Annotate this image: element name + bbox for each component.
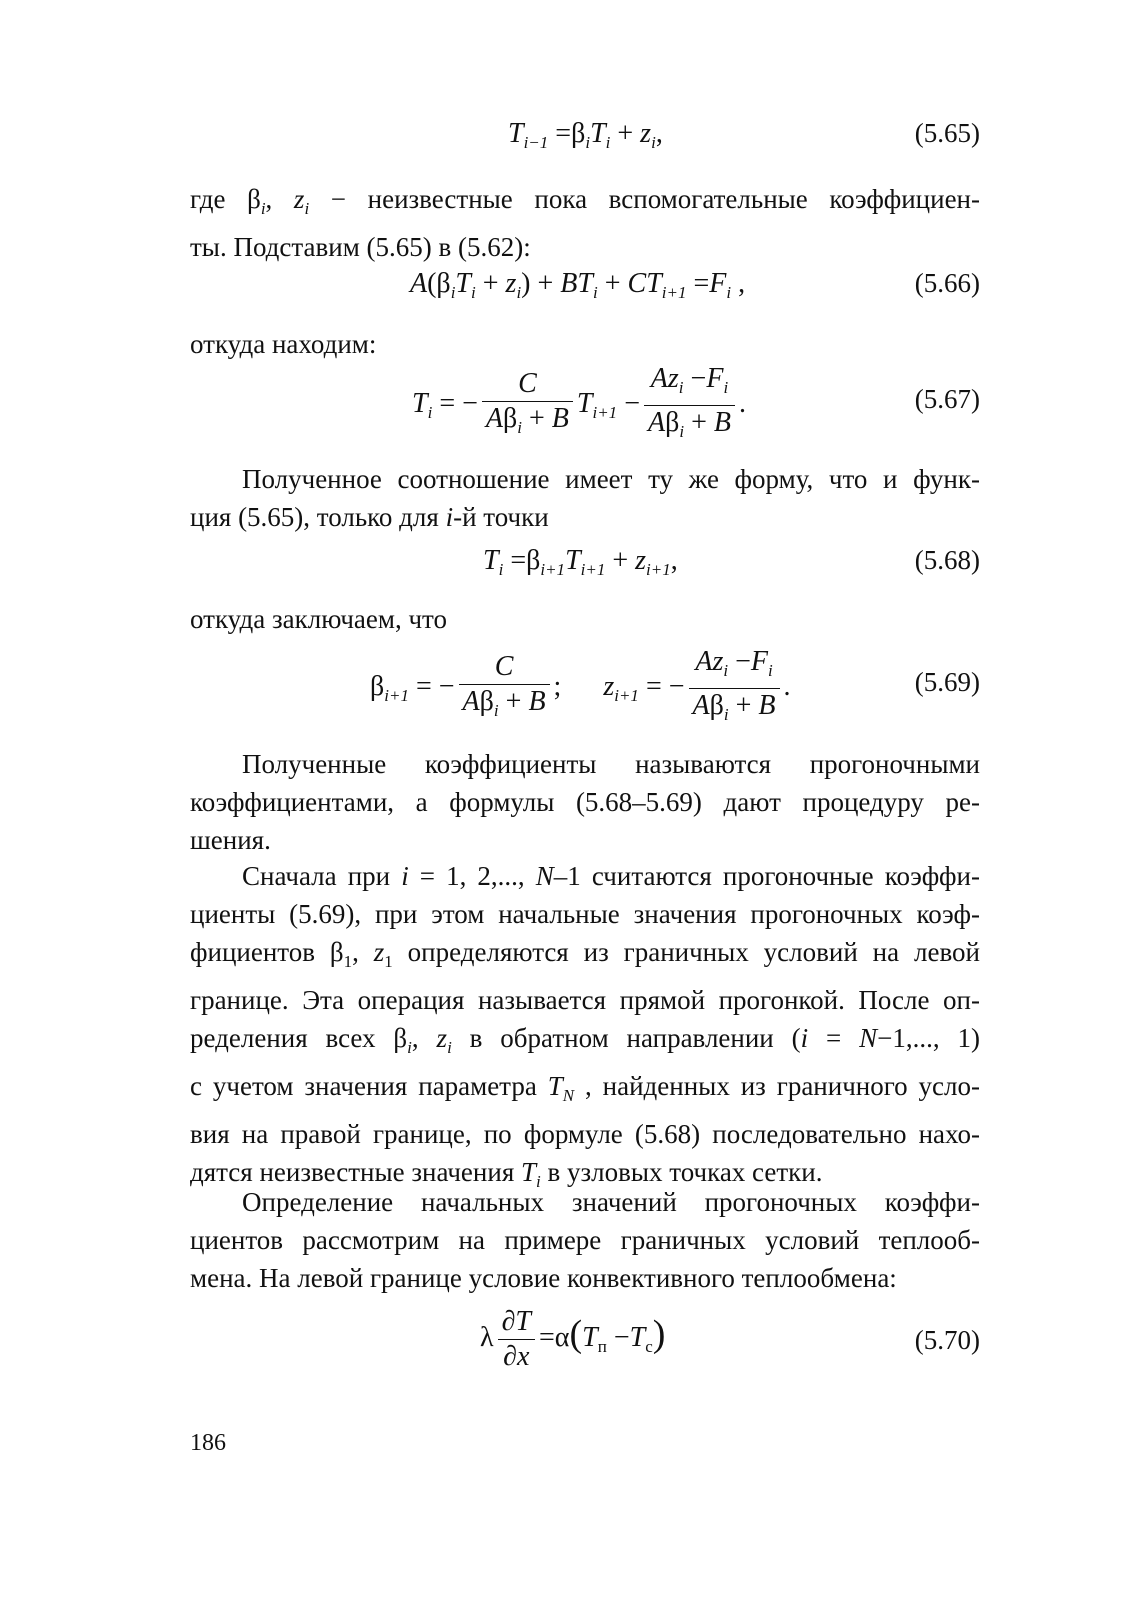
equation-body: $\beta_{i+1}$ = − $\frac{C}{A\beta_i + B}$ ; $z_{i+1}$ = − $\frac{Az_i -F_i}{A\beta_i + B}$ . [370,645,791,732]
text-line: мена. На левой границе условие конвективного теплообмена: [190,1263,897,1293]
equation-number: (5.69) [914,667,980,697]
equation-5-68 [190,545,980,605]
text-line: Полученное соотношение имеет ту же форму, что и функ- [242,464,980,494]
paragraph-3: Полученное соотношение имеет ту же форму, что и функ- ция (5.65), только для i-й точки [190,460,980,536]
text-line: откуда заключаем, что [190,604,447,634]
equation-body: λ $\frac{\partial T}{\partial x}$ $=\alpha(T_п -T_с)$ [480,1306,666,1372]
paragraph-5 [190,745,980,859]
text-line: откуда находим: [190,329,377,359]
equation-5-70 [190,1305,980,1385]
paragraph-6: Сначала при i = 1, 2,..., N–1 считаются прогоночные коэффи- циенты (5.69), при этом начальные значения прогоночных коэф- фициентов $\beta_1$, $z_1$ определяются из граничных условий на левой границе. Эта операция называется прямой прогонкой. После оп- ределения всех $\beta_i$, $z_i$ в обратном направлении (i = N−1,..., 1) с учетом значения параметра $T_N$ , найденных из граничного усло- вия на правой границе, по формуле (5.68) последовательно нахо- дятся неизвестные значения $T_i$ в узловых точках сетки. [190,861,981,1191]
text-line: границе. Эта операция называется прямой прогонкой. После оп- [190,985,980,1015]
equation-number: (5.68) [914,545,980,575]
equation-body: $T_i$ = − $\frac{C}{A\beta_i + B}$ $T_{i+1}$ − $\frac{Az_i -F_i}{A\beta_i + B}$ . [412,362,746,449]
text-line: циенты (5.69), при этом начальные значения прогоночных коэф- [190,899,980,929]
text-line: коэффициентами, а формулы (5.68–5.69) дают процедуру ре- [190,787,980,817]
text-line: циентов рассмотрим на примере граничных условий теплооб- [190,1225,980,1255]
equation-5-67 [190,362,980,442]
equation-body: $A(\beta_iT_i + z_i) + BT_i + CT_{i+1} =F_i$ , [410,268,746,302]
page-number: 186 [190,1430,226,1456]
text-line: Определение начальных значений прогоночных коэффи- [242,1187,980,1217]
paragraph-7 [190,1183,980,1297]
equation-5-66 [190,268,980,328]
text-line: ты. Подставим (5.65) в (5.62): [190,232,531,262]
paragraph-4 [190,600,980,638]
equation-number: (5.67) [914,384,980,414]
equation-number: (5.70) [914,1325,980,1355]
text-line: Полученные коэффициенты называются прогоночными [242,749,980,779]
text-line: шения. [190,825,271,855]
equation-5-65 [190,118,980,178]
equation-5-69 [190,645,980,725]
equation-number: (5.65) [914,118,980,148]
paragraph-1: где $\beta_i$, $z_i$ − неизвестные пока вспомогательные коэффициен- ты. Подставим (5.65) в (5.62): [190,180,980,266]
text-line: вия на правой границе, по формуле (5.68) последовательно нахо- [190,1119,980,1149]
equation-body: $T_i =\beta_{i+1}T_{i+1} + z_{i+1}$, [483,545,678,579]
paragraph-2 [190,325,980,363]
equation-body: $T_{i-1} =\beta_iT_i + z_i$, [508,118,663,152]
equation-number: (5.66) [914,268,980,298]
